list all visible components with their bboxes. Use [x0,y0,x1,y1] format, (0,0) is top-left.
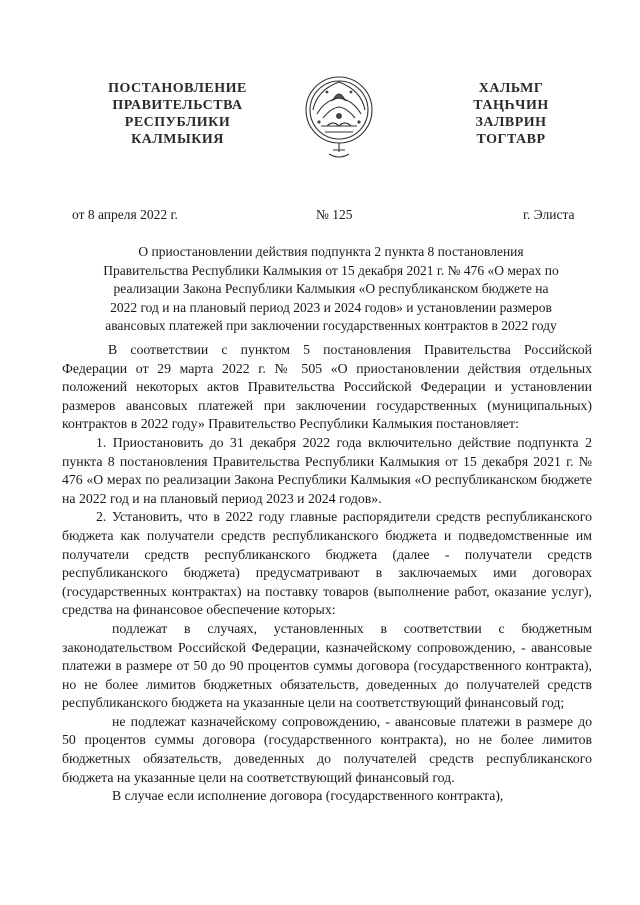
header-left-line: ПРАВИТЕЛЬСТВА [112,98,243,113]
title-line: реализации Закона Республики Калмыкия «О республиканском бюджете на [113,281,549,296]
document-city: г. Элиста [523,207,575,222]
header-left-line: РЕСПУБЛИКИ [124,115,231,130]
document-date: от 8 апреля 2022 г. [72,207,178,222]
header-left-line: ПОСТАНОВЛЕНИЕ [108,81,247,96]
header-left-line: КАЛМЫКИЯ [131,132,224,147]
title-line: авансовых платежей при заключении государственных контрактов в 2022 году [105,318,557,333]
header-right-line: ЗАЛВРИН [475,115,547,130]
coat-of-arms-kalmykia-icon [303,70,375,162]
document-number: № 125 [316,207,353,222]
title-line: 2022 год и на плановый период 2023 и 2024 годов» и установлении размеров [110,299,552,315]
title-line: О приостановлении действия подпункта 2 пункта 8 постановления [138,244,524,259]
paragraph-subitem-subject: подлежат в случаях, установленных в соответствии с бюджетным законодательством Российской Федерации, казначейскому сопровождению, - авансовые платежи в размере от 50 до 90 процентов суммы договора (государственного контракта), но не более лимитов бюджетных обязательств, доведенных до получателей средств республиканского бюджета на указанные цели на соответствующий финансовый год; [62,620,592,711]
paragraph-item-2: 2. Установить, что в 2022 году главные распорядители средств республиканского бюджета как получатели средств республиканского бюджета и подведомственные им получатели средств республиканского бюджета (далее - получатели средств республиканского бюджета) предусматривают в заключаемых ими договорах (государственных контрактах) на поставку товаров (выполнение работ, оказание услуг), средства на финансовое обеспечение которых: [62,509,592,618]
header-right-title [446,80,576,148]
header-right-line: ТАҢҺЧИН [473,98,549,113]
paragraph-item-1: 1. Приостановить до 31 декабря 2022 года включительно действие подпункта 2 пункта 8 постановления Правительства Республики Калмыкия от 15 декабря 2021 г. № 476 «О мерах по реализации Закона Республики Калмыкия «О республиканском бюджете на 2022 год и на плановый период 2023 и 2024 годов». [62,434,592,506]
document-body [62,341,592,806]
title-line: Правительства Республики Калмыкия от 15 декабря 2021 г. № 476 «О мерах по [103,262,559,278]
document-meta [0,207,640,225]
paragraph-subitem-not-subject: не подлежат казначейскому сопровождению, - авансовые платежи в размере до 50 процентов суммы договора (государственного контракта), но не более лимитов бюджетных обязательств, доведенных до получателей средств республиканского бюджета на указанные цели на соответствующий финансовый год. [62,713,592,785]
paragraph-continuation: В случае если исполнение договора (государственного контракта), [112,788,504,804]
paragraph-preamble: В соответствии с пунктом 5 постановления Правительства Российской Федерации от 29 марта 2022 г. № 505 «О приостановлении действия отдельных положений некоторых актов Правительства Российской Федерации и установлении размеров авансовых платежей при заключении государственных (муниципальных) контрактов в 2022 году» Правительство Республики Калмыкия постановляет: [62,342,592,432]
header-right-line: ТОГТАВР [476,132,546,147]
document-title [62,243,600,336]
header-right-line: ХАЛЬМГ [478,81,544,96]
header-left-title [90,80,265,148]
